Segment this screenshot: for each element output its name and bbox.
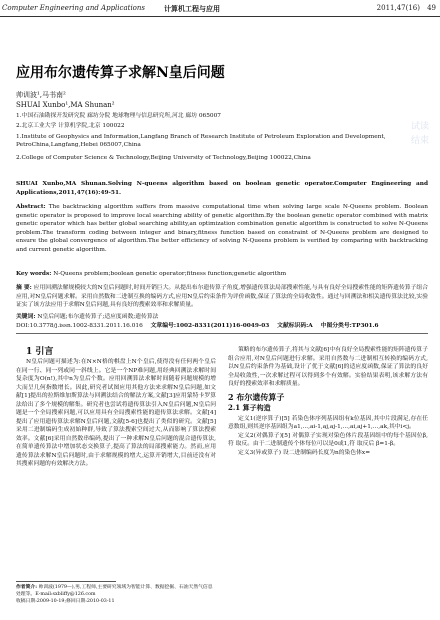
left-column <box>16 358 216 469</box>
abstract-en-label: Abstract: <box>16 204 46 210</box>
journal-name-cn: 计算机工程与应用 <box>164 4 220 13</box>
article-title: 应用布尔遗传算子求解N皇后问题 <box>16 65 225 81</box>
definition-1: 定义1(逆序算子)[5] 若染色体序列基因组有k位基因,其中片段满足,存在任意数组,则其逆序基因组为a1,...,ai-1,aj,aj-1,...,ai,aj+1,...,ak,其中i<j。 <box>228 415 428 430</box>
citation: SHUAI Xunbo,MA Shunan.Solving N-queens algorithm based on boolean genetic operator.Computer Engineering and Applications,2011,47(16):49-51. <box>16 181 428 196</box>
doi: DOI:10.3778/j.issn.1002-8331.2011.16.016 <box>16 323 143 329</box>
header-rule <box>0 16 440 17</box>
affiliation-cn-2: 2.北京工业大学 计算机学院,北京 100022 <box>16 123 125 129</box>
affiliation-cn-1: 1.中国石油勘探开发研究院 廊坊分院 地球物理与信息研究所,河北 廊坊 065007 <box>16 113 221 119</box>
keywords-cn <box>16 313 428 322</box>
definition-2: 定义2(对偶算子)[5] 对偶算子实现对染色体片段基因组中的每个基因位β,符 取反。由于二进制遗传个体每位可以是0或1,符 取反后 β=1-β。 <box>228 432 428 447</box>
page-number: 49 <box>427 4 436 12</box>
keywords-en <box>16 270 428 279</box>
section-2-1-title: 2.1 算子构造 <box>228 403 271 412</box>
right-column-paragraph: 策略的布尔遗传算子,将其与文献[6]中有良好全局搜索性能的矩阵遗传算子组合应用,对N皇后问题进行求解。采用自然数与二进制相互转换的编码方式,以N皇后约束条件为基础,设计了优于文献[6]的适应度函数,保证了算法的良好全局收敛性,一次求解过程可以得到多个有效解。实验结果表明,该求解方法有良好的搜索效率和求解质量。 <box>228 347 428 387</box>
affiliation-en-2: 2.College of Computer Science & Technology,Beijing University of Technology,Beijing 100022,China <box>16 155 311 161</box>
doi-line <box>16 322 428 331</box>
journal-name-en: Computer Engineering and Applications <box>2 4 145 12</box>
section-2-title: 2 布尔遗传算子 <box>228 391 285 402</box>
abstract-en-text: The backtracking algorithm suffers from massive computational time when solving large scale N-Queens problem. Boolean genetic operator is proposed to improve local searching ability of genetic algorithm.By the boolean genetic operator combined with matrix genetic operator which has better global searching ability,an optimization combination genetic algorithm is constructed to solve N-Queens problem.The transform coding between integer and binary,fitness function based on constraint of N-Queens problem are designed to ensure the global convergence of algorithm.The better efficiency of solving N-Queens problem is verified by comparing with backtracking and current genetic algorithm. <box>16 204 428 253</box>
running-header <box>0 0 440 20</box>
authors-cn: 帅训波¹,马书南² <box>16 91 66 99</box>
received-dates: 收稿日期:2009-10-19;修回日期:2010-03-11 <box>16 599 115 604</box>
keywords-cn-label: 关键词: <box>16 314 36 320</box>
right-column <box>228 346 428 457</box>
keywords-en-text: N-Queens problem;boolean genetic operator;fitness function;genetic algorithm <box>53 271 287 277</box>
author-bio <box>16 584 216 598</box>
definition-3: 定义3(异或算子) 设二进制编码长度为n的染色体x= <box>238 449 371 456</box>
footnote-rule <box>16 581 116 582</box>
section-1-paragraph: N皇后问题可描述为:在N×N格的棋盘上N个皇后,使得没有任何两个皇后在同一行、同一列或同一斜线上。它是一个NP难问题,用经典回溯法求解时间复杂度为O(n!),其中n为皇后个数。应用回溯算法求解时间随着问题规模的增大而呈几何指数增长。因此,研究者试图应用其他方法来求解N皇后问题,如文献[1]提出的拉斯维加斯算法与回溯法结合的解法方案,文献[3]应用蒙特卡罗算法给出了多个规模的解集。研究者也尝试将遗传算法引入N皇后问题,N皇后问题是一个全局搜索问题,可以应用具有全局搜索性能的遗传算法求解。文献[4]提出了应用遗传算法求解N皇后问题,文献[5-6]也提出了类似的研究。文献[5]采用二进制编码生成初始种群,导致了算法搜索空间过大,从而影响了算法搜索效率。文献[6]采用自然数串编码,提出了一种求解N皇后问题的混合遗传算法,在简单遗传算法中增加状态交换算子,提高了算法的局部搜索能力。然而,应用遗传算法求解N皇后问题时,由于求解规模的增大,运算开销增大,目前还没有对其搜索问题的有效解决方法。 <box>16 359 216 467</box>
keywords-en-label: Key words: <box>16 271 52 277</box>
issue-info: 2011,47(16) <box>376 4 420 12</box>
section-1-title: 1 引言 <box>26 347 54 357</box>
keywords-cn-text: N皇后问题;布尔遗传算子;适应度函数;遗传算法 <box>37 314 159 320</box>
authors-en: SHUAI Xunbo¹,MA Shunan² <box>16 101 115 109</box>
abstract-en <box>16 203 428 254</box>
affiliation-en-1: 1.Institute of Geophysics and Information,Langfang Branch of Research Institute of Petroleum Exploration and Development, PetroChina,Langfang,Hebei 065007,China <box>16 134 386 148</box>
footnote-text: 帅训波(1979—),男,工程师,主要研究领域为智能计算、数据挖掘、石油天然气信息处理等。E-mail:sxbliffy@126.com <box>16 585 213 597</box>
article-number: 文章编号:1002-8331(2011)16-0049-03 <box>150 323 270 329</box>
document-code: 文献标识码:A <box>277 323 313 329</box>
abstract-cn <box>16 284 428 310</box>
footnote-label: 作者简介: <box>16 584 37 590</box>
abstract-cn-label: 摘 要: <box>16 285 32 291</box>
footnote <box>16 584 216 605</box>
abstract-cn-text: 应用回溯法解规模较大的N皇后问题时,时间开销巨大。从提出布尔遗传算子角度,增强遗传算法局部搜索性能,与具有良好全局搜索性能的矩阵遗传算子组合应用,对N皇后问题求解。采用自然数和二进制互换的编码方式,应用N皇后约束条件为评价函数,保证了算法的全局收敛性。通过与回溯法和相关遗传算法比较,实验证实了该方法应用于求解N皇后问题,具有良好的搜索效率和求解质量。 <box>16 285 428 308</box>
clc-number: 中图分类号:TP301.6 <box>320 323 379 329</box>
watermark: 试读结束 <box>410 122 429 146</box>
abstract-rule <box>16 333 428 334</box>
